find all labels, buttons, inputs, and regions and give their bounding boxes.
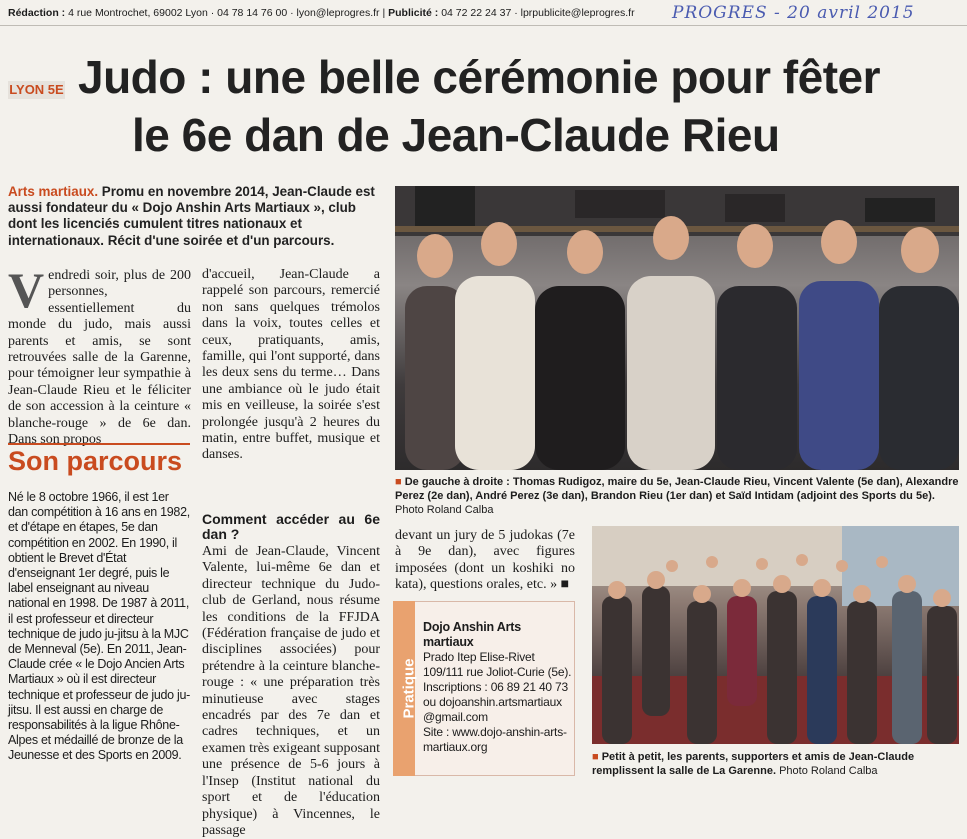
crowd-photo	[592, 526, 959, 744]
pratique-inscriptions: Inscriptions : 06 89 21 40 73 ou dojoanshin.artsmartiaux @gmail.com	[423, 680, 568, 724]
section-tag: LYON 5E	[9, 82, 64, 97]
photo1-credit: Photo Roland Calba	[395, 504, 494, 516]
caption-bullet: ■	[395, 476, 405, 488]
crowd-photo-illustration	[592, 526, 959, 744]
headline-line2: le 6e dan de Jean-Claude Rieu	[132, 109, 780, 161]
body-column-2b	[202, 512, 380, 839]
headline	[78, 48, 958, 164]
publicite-label: Publicité :	[385, 7, 439, 19]
subhead: Comment accéder au 6e dan ?	[202, 511, 380, 542]
body-col1-text: endredi soir, plus de 200 personnes, essentiellement du monde du judo, mais aussi parents et amis, se sont retrouvées salle de la Garenne, pour témoigner leur sympathie à Jean-Claude Rieu et le féliciter de son accession à la ceinture « blanche-rouge » de 6e dan. Dans son propos	[8, 268, 191, 448]
body-column-1	[8, 262, 191, 448]
pratique-body	[423, 620, 573, 755]
photo1-caption-text: De gauche à droite : Thomas Rudigoz, maire du 5e, Jean-Claude Rieu, Vincent Valente (5e dan), Alexandre Perez (2e dan), André Perez (3e dan), Brandon Rieu (1er dan) et Saïd Intidam (adjoint des Sports du 5e).	[395, 476, 959, 502]
publicite-info: 04 72 22 24 37 · lprpublicite@leprogres.fr	[438, 7, 635, 19]
photo2-credit: Photo Roland Calba	[776, 765, 878, 777]
body-col2b-text: Ami de Jean-Claude, Vincent Valente, lui-même 6e dan et directeur technique du Judo-club de Gerland, nous résume les conditions de la FFJDA (Fédération française de judo et disciplines associées) pour prétendre à la ceinture blanche-rouge : « une préparation très minutieuse avec stages encadrés par des 7e dan et cadres techniques, et un examen très exigeant supposant une présence de 5-6 jours à l'Insep (Institut national du sport et de l'éducation physique) à Vincennes, le passage	[202, 544, 380, 838]
lead-paragraph	[8, 184, 388, 249]
pratique-label: Pratique	[400, 658, 418, 719]
pratique-name: Dojo Anshin Arts martiaux	[423, 620, 521, 649]
pratique-site: Site : www.dojo-anshin-arts-martiaux.org	[423, 725, 567, 754]
lead-text: Promu en novembre 2014, Jean-Claude est aussi fondateur du « Dojo Anshin Arts Martiaux », club dont les licenciés cumulent titres nationaux et internationaux. Récit d'une soirée et d'un parcours.	[8, 184, 375, 248]
photo2-caption	[592, 750, 959, 778]
body-column-2: d'accueil, Jean-Claude a rappelé son parcours, remercié non sans quelques trémolos dans la voix, toutes celles et ceux, pratiquants, amis, famille, qui l'ont supporté, dans les deux sens du terme… Dans une ambiance où le judo était mis en veilleuse, la soirée s'est prolongée jusqu'à 2 heures du matin, entre buffet, musique et danses.	[202, 267, 380, 463]
group-photo	[395, 186, 959, 470]
lead-kicker: Arts martiaux.	[8, 184, 99, 199]
headline-line1: Judo : une belle cérémonie pour fêter	[78, 51, 880, 103]
parcours-title: Son parcours	[8, 443, 190, 479]
redaction-info: 4 rue Montrochet, 69002 Lyon · 04 78 14 76 00 · lyon@leprogres.fr |	[65, 7, 386, 19]
dropcap: V	[8, 262, 45, 318]
parcours-text: Né le 8 octobre 1966, il est 1er dan compétition à 16 ans en 1982, et d'étape en étapes, 5e dan compétition en 2002. En 1990, il obtient le Brevet d'État d'enseignant 1er degré, puis le label enseignant au niveau national en 1998. De 1987 à 2011, il est professeur et directeur technique de judo ju-jitsu à la MJC de Menneval (5e). En 2011, Jean-Claude crée « le Dojo Ancien Arts Martiaux » où il est directeur technique et professeur de judo ju-jitsu. Il est aussi en charge de responsabilités à la ligue Rhône-Alpes et médaillé de bronze de la Jeunesse et des Sports en 2009.	[8, 490, 190, 763]
body-column-3: devant un jury de 5 judokas (7e à 9e dan), avec figures imposées (dont un koshiki no kata), questions orales, etc. » ■	[395, 528, 575, 593]
pratique-address: Prado Itep Elise-Rivet 109/111 rue Joliot-Curie (5e).	[423, 650, 572, 679]
photo2-caption-text: Petit à petit, les parents, supporters et amis de Jean-Claude remplissent la salle de La Garenne.	[592, 751, 915, 777]
caption-bullet-2: ■	[592, 751, 602, 763]
redaction-label: Rédaction :	[8, 7, 66, 19]
handwritten-note: PROGRES - 20 avril 2015	[672, 3, 915, 23]
photo1-caption	[395, 475, 959, 517]
group-photo-illustration	[395, 186, 959, 470]
